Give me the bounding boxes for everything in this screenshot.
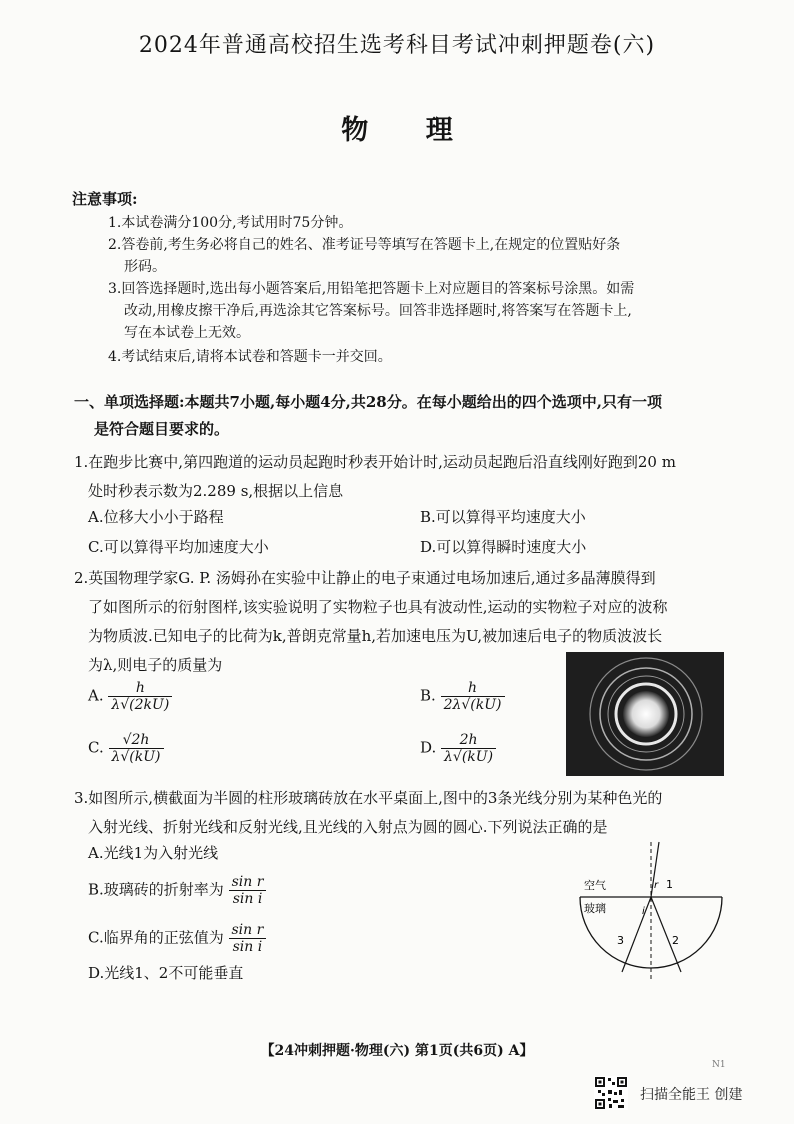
- question-text: 2.英国物理学家G. P. 汤姆孙在实验中让静止的电子束通过电场加速后,通过多晶薄膜得到: [74, 569, 656, 587]
- notice-heading: 注意事项:: [72, 190, 138, 208]
- option-label: A.: [88, 686, 104, 705]
- option-c: [88, 922, 266, 955]
- section-heading-line: 是符合题目要求的。: [94, 420, 230, 438]
- fraction: [109, 732, 164, 765]
- exam-title: 2024年普通高校招生选考科目考试冲刺押题卷(六): [138, 33, 656, 58]
- question-text: 为λ,则电子的质量为: [88, 656, 223, 674]
- ray-3-label: 3: [617, 934, 624, 947]
- notice-item: 改动,用橡皮擦干净后,再选涂其它答案标号。回答非选择题时,将答案写在答题卡上,: [124, 303, 632, 319]
- notice-item: 形码。: [124, 259, 166, 275]
- option-b: B.可以算得平均速度大小: [420, 508, 586, 526]
- subject-title: 物 理: [341, 115, 453, 146]
- option-d: D.可以算得瞬时速度大小: [420, 538, 587, 556]
- ray-3: [622, 897, 651, 972]
- refraction-diagram: [560, 840, 730, 990]
- corner-mark: N1: [712, 1060, 726, 1070]
- denominator: λ√(kU): [444, 749, 494, 765]
- watermark-text: 扫描全能王 创建: [640, 1087, 743, 1103]
- diffraction-center: [623, 691, 669, 737]
- option-label: C.: [88, 738, 104, 757]
- notice-item: 1.本试卷满分100分,考试用时75分钟。: [108, 215, 353, 231]
- denominator: λ√(kU): [111, 749, 161, 765]
- denominator: sin i: [232, 939, 263, 955]
- fraction: [441, 732, 496, 765]
- notice-item: 4.考试结束后,请将本试卷和答题卡一并交回。: [108, 349, 392, 365]
- question-text: 入射光线、折射光线和反射光线,且光线的入射点为圆的圆心.下列说法正确的是: [88, 818, 608, 836]
- option-b: [420, 680, 505, 713]
- page-footer: 【24冲刺押题·物理(六) 第1页(共6页) A】: [260, 1043, 534, 1059]
- option-a: A.光线1为入射光线: [88, 844, 219, 862]
- option-d: [420, 732, 496, 765]
- numerator: h: [441, 680, 505, 697]
- fraction: [108, 680, 172, 713]
- numerator: sin r: [229, 874, 267, 891]
- option-b: [88, 874, 266, 907]
- option-c: [88, 732, 164, 765]
- denominator: λ√(2kU): [111, 697, 170, 713]
- option-label: B.: [420, 686, 436, 705]
- section-heading: [74, 389, 724, 443]
- glass-label: 玻璃: [584, 902, 606, 915]
- fraction: [229, 922, 267, 955]
- fraction: [441, 680, 505, 713]
- notice-item: 写在本试卷上无效。: [124, 325, 250, 341]
- denominator: 2λ√(kU): [443, 697, 502, 713]
- option-label: D.: [420, 738, 437, 757]
- question-text: 为物质波.已知电子的比荷为k,普朗克常量h,若加速电压为U,被加速后电子的物质波波长: [88, 627, 663, 645]
- notice-item: 3.回答选择题时,选出每小题答案后,用铅笔把答题卡上对应题目的答案标号涂黑。如需: [108, 281, 635, 297]
- option-a: [88, 680, 172, 713]
- section-heading-line: 一、单项选择题:本题共7小题,每小题4分,共28分。在每小题给出的四个选项中,只有一项: [74, 393, 662, 411]
- question-3: [74, 784, 729, 842]
- angle-i-label: i: [642, 906, 645, 917]
- numerator: 2h: [441, 732, 496, 749]
- option-a: A.位移大小小于路程: [88, 508, 224, 526]
- diffraction-pattern-image: [566, 652, 724, 776]
- numerator: h: [108, 680, 172, 697]
- question-text: 处时秒表示数为2.289 s,根据以上信息: [88, 482, 344, 500]
- option-label: C.临界角的正弦值为: [88, 928, 224, 947]
- denominator: sin i: [232, 891, 263, 907]
- fraction: [229, 874, 267, 907]
- qr-code-icon: [594, 1076, 628, 1110]
- question-text: 了如图所示的衍射图样,该实验说明了实物粒子也具有波动性,运动的实物粒子对应的波称: [88, 598, 668, 616]
- question-text: 1.在跑步比赛中,第四跑道的运动员起跑时秒表开始计时,运动员起跑后沿直线刚好跑到20 m: [74, 453, 676, 471]
- ray-2-label: 2: [672, 934, 679, 947]
- notice-item: 2.答卷前,考生务必将自己的姓名、准考证号等填写在答题卡上,在规定的位置贴好条: [108, 237, 621, 253]
- option-d: D.光线1、2不可能垂直: [88, 964, 244, 982]
- angle-r-label: r: [654, 880, 659, 891]
- option-label: B.玻璃砖的折射率为: [88, 880, 224, 899]
- question-text: 3.如图所示,横截面为半圆的柱形玻璃砖放在水平桌面上,图中的3条光线分别为某种色光的: [74, 789, 663, 807]
- ray-1-label: 1: [666, 878, 673, 891]
- air-label: 空气: [584, 879, 606, 892]
- numerator: sin r: [229, 922, 267, 939]
- option-c: C.可以算得平均加速度大小: [88, 538, 269, 556]
- question-1: [74, 448, 729, 506]
- numerator: √2h: [109, 732, 164, 749]
